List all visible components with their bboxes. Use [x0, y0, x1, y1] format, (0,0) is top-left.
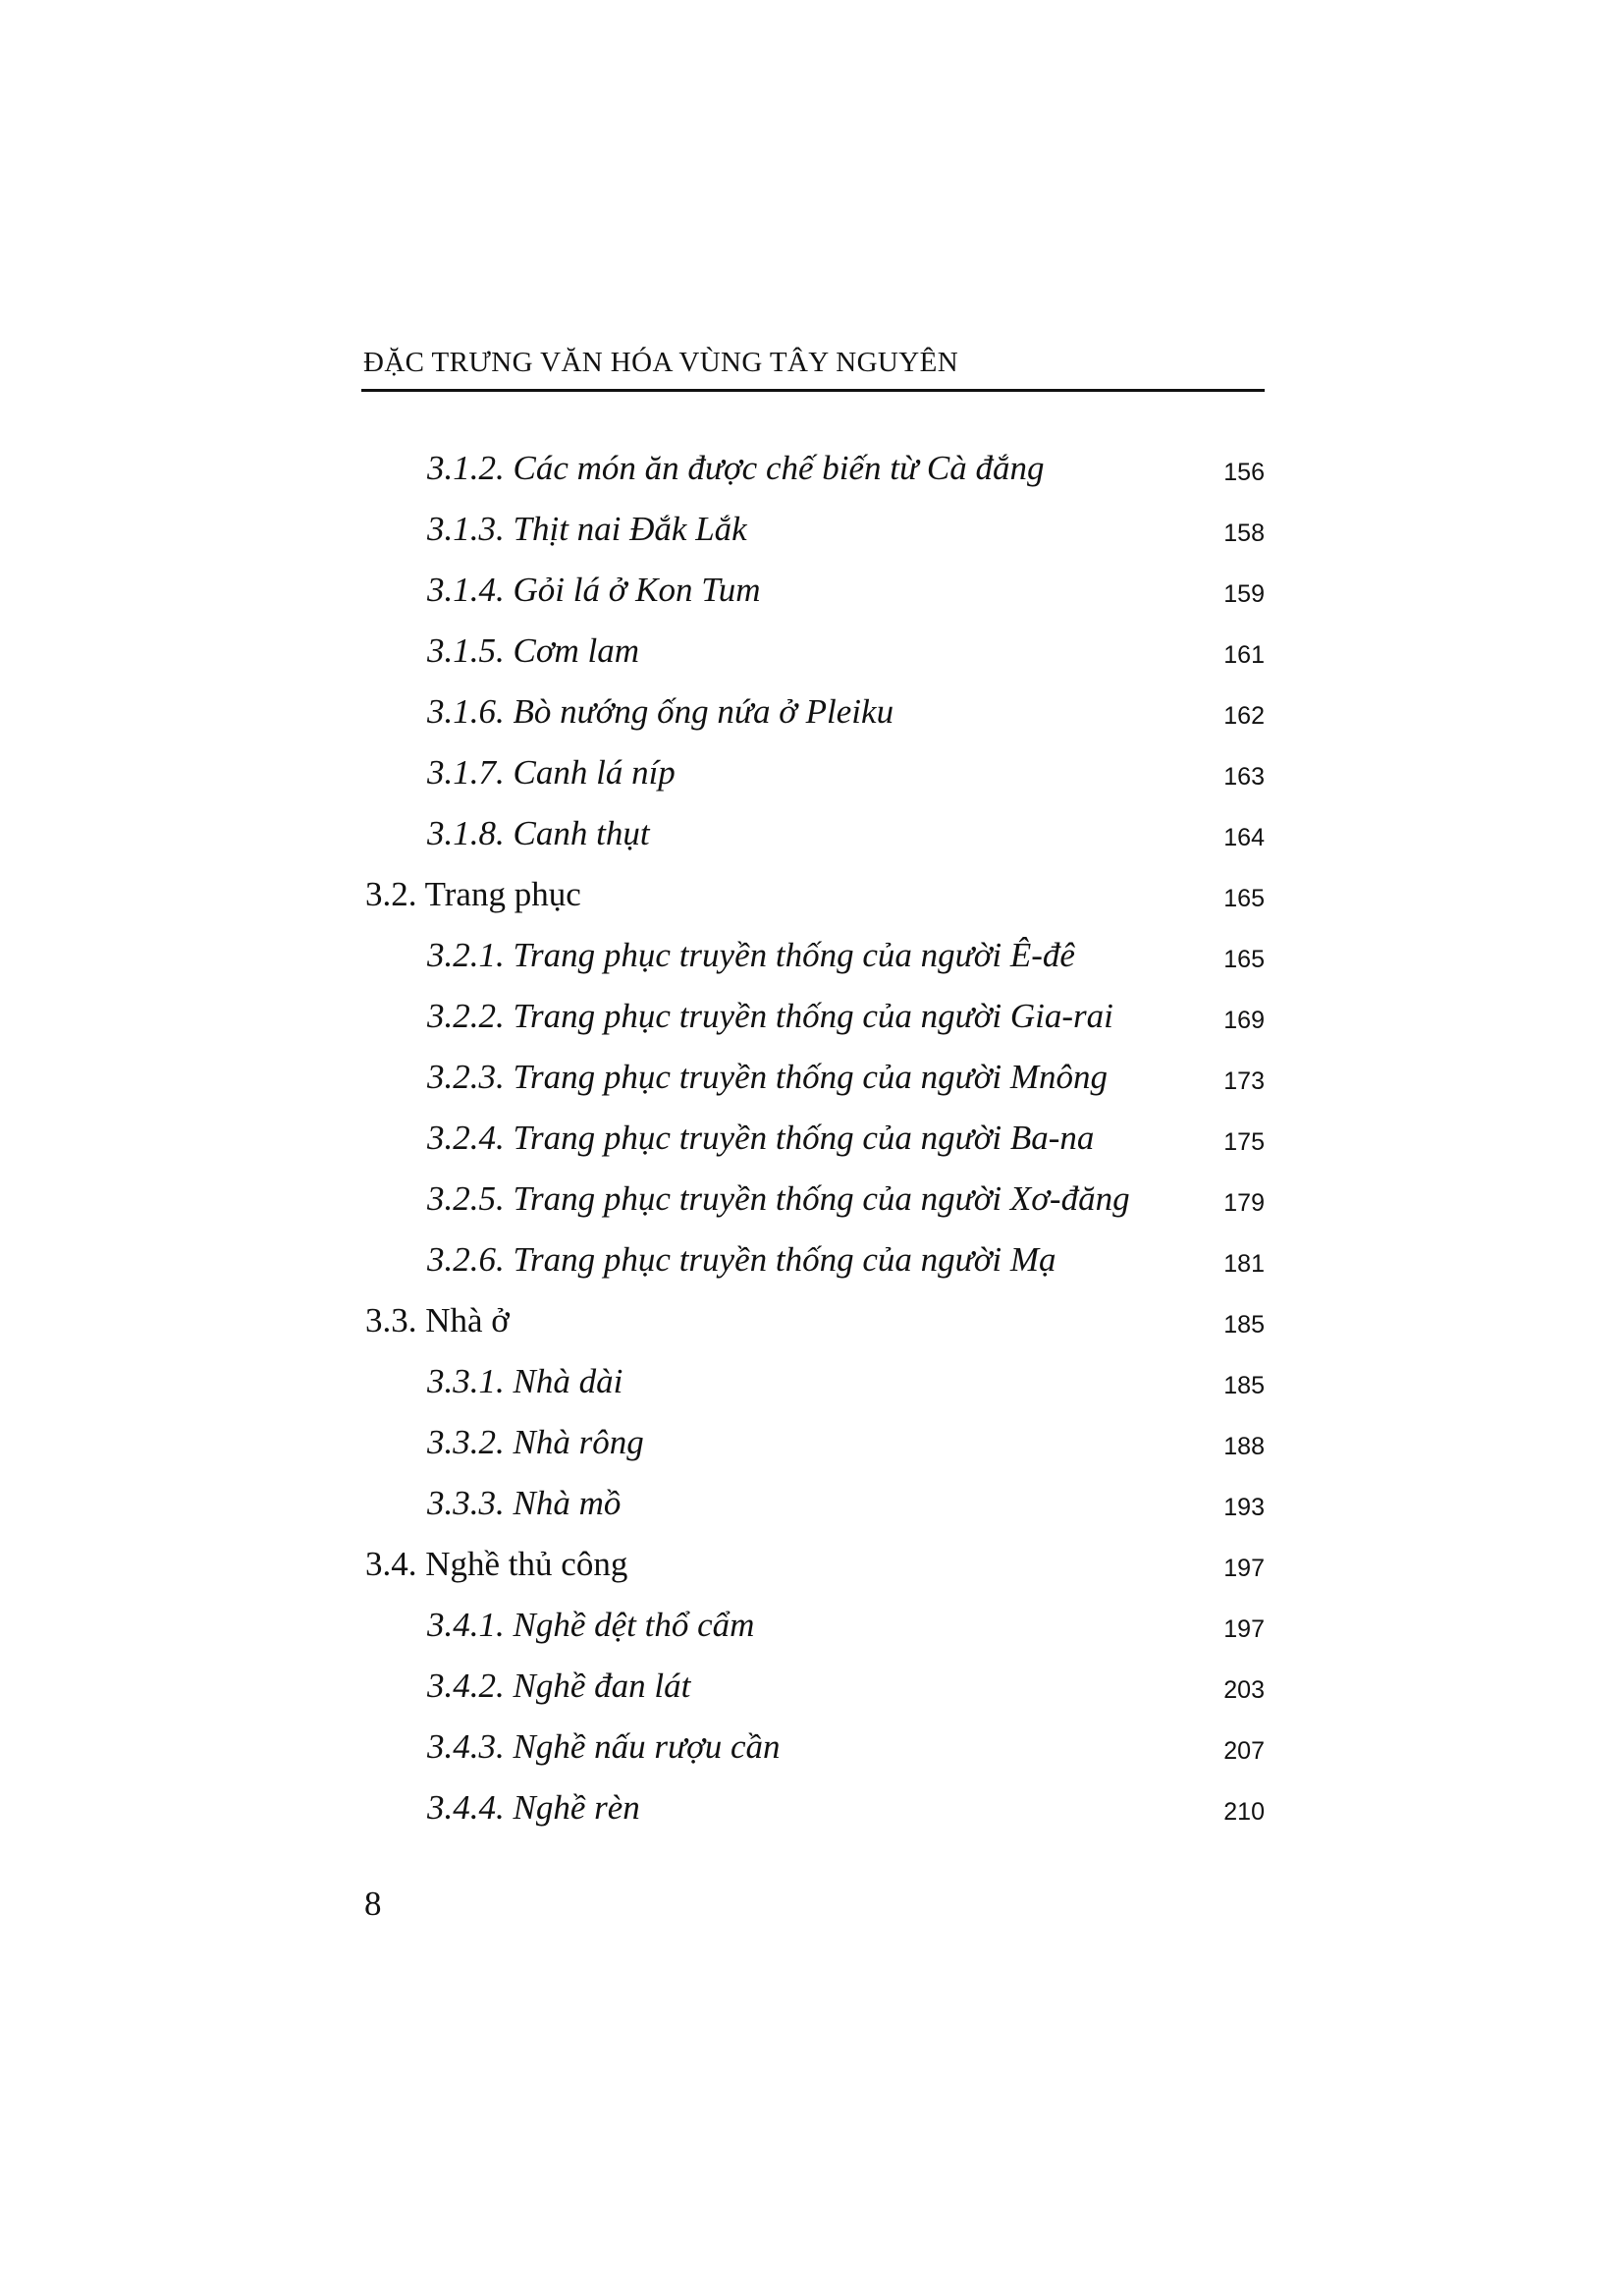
toc-entry-title: 3.1.2. Các món ăn được chế biến từ Cà đắng — [427, 449, 1045, 487]
toc-section-entry — [363, 870, 1265, 931]
toc-subsection-entry — [363, 444, 1265, 505]
toc-subsection-entry — [363, 1114, 1265, 1175]
toc-entry-title: 3.4. Nghề thủ công — [365, 1545, 628, 1583]
toc-subsection-entry — [363, 1601, 1265, 1662]
toc-subsection-entry — [363, 1418, 1265, 1479]
header-rule — [361, 389, 1265, 392]
toc-entry-page-number: 185 — [1223, 1372, 1265, 1399]
toc-entry-title: 3.2.5. Trang phục truyền thống của người Xơ-đăng — [427, 1179, 1130, 1218]
toc-entry-page-number: 185 — [1223, 1311, 1265, 1339]
toc-entry-title: 3.2.6. Trang phục truyền thống của người Mạ — [427, 1240, 1056, 1279]
toc-entry-title: 3.2.1. Trang phục truyền thống của người Ê-đê — [427, 936, 1075, 974]
toc-entry-page-number: 165 — [1223, 885, 1265, 912]
toc-entry-title: 3.3.3. Nhà mồ — [427, 1484, 622, 1522]
toc-entry-page-number: 173 — [1223, 1067, 1265, 1095]
toc-entry-page-number: 210 — [1223, 1798, 1265, 1826]
toc-entry-title: 3.1.6. Bò nướng ống nứa ở Pleiku — [427, 692, 894, 731]
toc-subsection-entry — [363, 1783, 1265, 1844]
toc-entry-page-number: 164 — [1223, 824, 1265, 851]
toc-section-entry — [363, 1540, 1265, 1601]
toc-entry-page-number: 179 — [1223, 1189, 1265, 1217]
toc-entry-page-number: 193 — [1223, 1494, 1265, 1521]
toc-entry-page-number: 181 — [1223, 1250, 1265, 1278]
toc-entry-page-number: 158 — [1223, 519, 1265, 547]
toc-entry-title: 3.4.1. Nghề dệt thổ cẩm — [427, 1606, 755, 1644]
toc-subsection-entry — [363, 992, 1265, 1053]
toc-entry-title: 3.2.4. Trang phục truyền thống của người Ba-na — [427, 1119, 1095, 1157]
toc-entry-title: 3.2. Trang phục — [365, 875, 581, 913]
toc-entry-page-number: 203 — [1223, 1676, 1265, 1704]
toc-entry-page-number: 207 — [1223, 1737, 1265, 1765]
toc-entry-title: 3.3.2. Nhà rông — [427, 1423, 644, 1461]
toc-subsection-entry — [363, 809, 1265, 870]
toc-entry-title: 3.1.5. Cơm lam — [427, 631, 640, 670]
toc-entry-title: 3.4.2. Nghề đan lát — [427, 1667, 691, 1705]
toc-subsection-entry — [363, 505, 1265, 566]
toc-subsection-entry — [363, 627, 1265, 687]
toc-subsection-entry — [363, 1053, 1265, 1114]
toc-entry-page-number: 161 — [1223, 641, 1265, 669]
running-header: ĐẶC TRƯNG VĂN HÓA VÙNG TÂY NGUYÊN — [363, 347, 959, 378]
toc-entry-page-number: 165 — [1223, 946, 1265, 973]
toc-entry-page-number: 163 — [1223, 763, 1265, 791]
table-of-contents — [363, 444, 1265, 1844]
toc-subsection-entry — [363, 687, 1265, 748]
toc-subsection-entry — [363, 1479, 1265, 1540]
toc-entry-page-number: 175 — [1223, 1128, 1265, 1156]
toc-entry-title: 3.4.3. Nghề nấu rượu cần — [427, 1727, 781, 1766]
toc-subsection-entry — [363, 931, 1265, 992]
toc-entry-title: 3.2.2. Trang phục truyền thống của người Gia-rai — [427, 997, 1113, 1035]
toc-entry-page-number: 156 — [1223, 459, 1265, 486]
toc-entry-title: 3.1.3. Thịt nai Đắk Lắk — [427, 510, 747, 548]
toc-entry-title: 3.3. Nhà ở — [365, 1301, 510, 1339]
toc-entry-page-number: 197 — [1223, 1615, 1265, 1643]
toc-entry-title: 3.3.1. Nhà dài — [427, 1362, 623, 1400]
toc-entry-page-number: 188 — [1223, 1433, 1265, 1460]
toc-entry-page-number: 159 — [1223, 580, 1265, 608]
toc-subsection-entry — [363, 1662, 1265, 1722]
toc-entry-title: 3.1.7. Canh lá níp — [427, 753, 676, 792]
toc-entry-page-number: 169 — [1223, 1007, 1265, 1034]
toc-entry-title: 3.1.4. Gỏi lá ở Kon Tum — [427, 571, 761, 609]
toc-entry-page-number: 197 — [1223, 1555, 1265, 1582]
toc-section-entry — [363, 1296, 1265, 1357]
toc-subsection-entry — [363, 1357, 1265, 1418]
toc-entry-page-number: 162 — [1223, 702, 1265, 730]
toc-entry-title: 3.4.4. Nghề rèn — [427, 1788, 640, 1827]
toc-entry-title: 3.2.3. Trang phục truyền thống của người Mnông — [427, 1058, 1109, 1096]
page-number: 8 — [364, 1885, 382, 1923]
toc-subsection-entry — [363, 1235, 1265, 1296]
toc-entry-title: 3.1.8. Canh thụt — [427, 814, 650, 852]
toc-subsection-entry — [363, 566, 1265, 627]
toc-subsection-entry — [363, 1722, 1265, 1783]
toc-subsection-entry — [363, 1175, 1265, 1235]
toc-subsection-entry — [363, 748, 1265, 809]
